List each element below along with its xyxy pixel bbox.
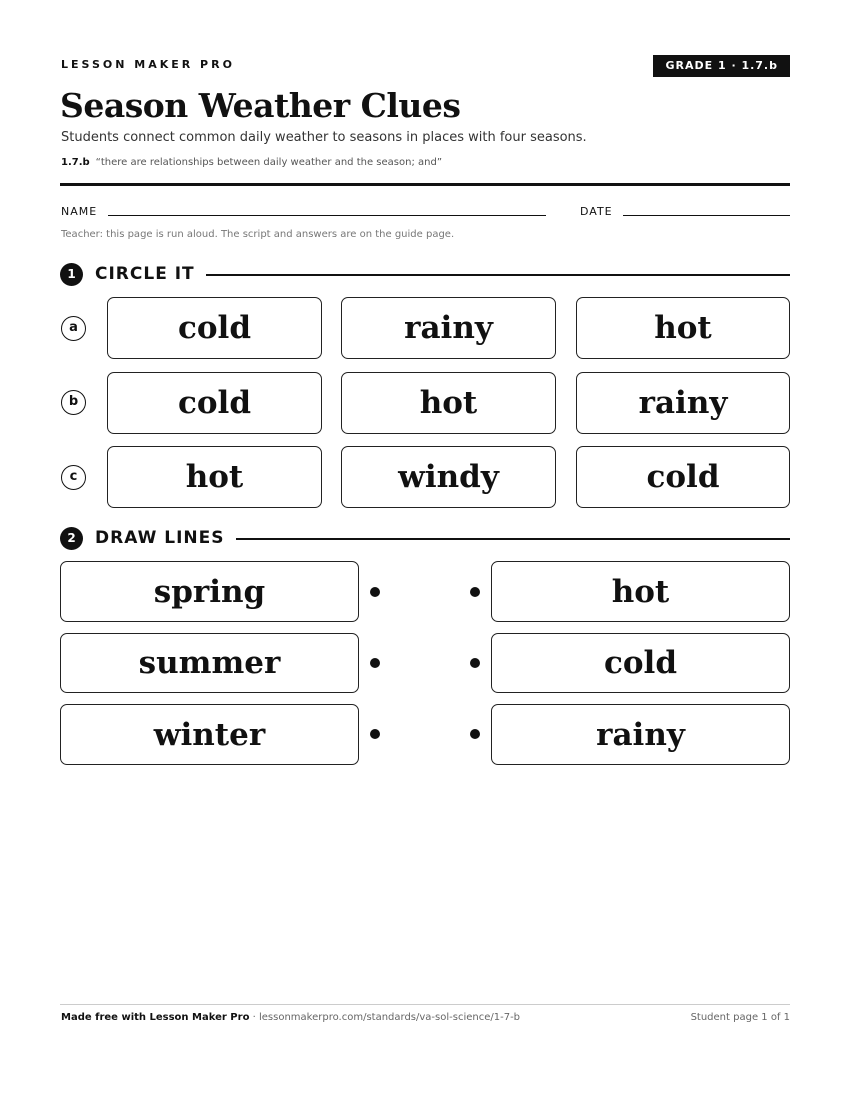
section-title: CIRCLE IT [95, 264, 206, 284]
standard-text: “there are relationships between daily weather and the season; and” [95, 157, 442, 168]
standard-line [61, 157, 442, 168]
name-field-line[interactable] [108, 215, 546, 216]
section-title: DRAW LINES [95, 528, 236, 548]
row-marker-a: a [61, 316, 86, 341]
footer-divider [60, 1004, 790, 1005]
match-dot-left[interactable] [370, 729, 380, 739]
brand-name: LESSON MAKER PRO [61, 58, 235, 71]
grade-badge: GRADE 1 · 1.7.b [653, 55, 790, 77]
season-box-summer[interactable]: summer [60, 633, 359, 693]
footer-credit [61, 1012, 520, 1023]
circle-choice-c3[interactable]: cold [576, 446, 790, 508]
circle-choice-c1[interactable]: hot [107, 446, 322, 508]
match-dot-left[interactable] [370, 658, 380, 668]
section-circle-it-header [60, 261, 790, 285]
row-marker-c: c [61, 465, 86, 490]
date-field-line[interactable] [623, 215, 790, 216]
footer-url[interactable]: lessonmakerpro.com/standards/va-sol-science/1-7-b [258, 1012, 521, 1023]
match-dot-right[interactable] [470, 587, 480, 597]
circle-choice-b3[interactable]: rainy [576, 372, 790, 434]
name-label: NAME [61, 205, 98, 218]
circle-choice-b1[interactable]: cold [107, 372, 322, 434]
footer-made-with: Made free with Lesson Maker Pro [61, 1012, 250, 1023]
footer-page-number: Student page 1 of 1 [690, 1012, 790, 1023]
date-label: DATE [580, 205, 613, 218]
circle-choice-a1[interactable]: cold [107, 297, 322, 359]
section-draw-lines-header [60, 525, 790, 549]
circle-choice-a3[interactable]: hot [576, 297, 790, 359]
row-marker-b: b [61, 390, 86, 415]
header-divider [60, 183, 790, 186]
circle-choice-c2[interactable]: windy [341, 446, 556, 508]
circle-choice-a2[interactable]: rainy [341, 297, 556, 359]
weather-box-hot[interactable]: hot [491, 561, 790, 622]
section-number-badge: 2 [60, 527, 83, 550]
match-dot-left[interactable] [370, 587, 380, 597]
teacher-note: Teacher: this page is run aloud. The script and answers are on the guide page. [61, 229, 455, 240]
match-dot-right[interactable] [470, 658, 480, 668]
season-box-winter[interactable]: winter [60, 704, 359, 765]
season-box-spring[interactable]: spring [60, 561, 359, 622]
page-subtitle: Students connect common daily weather to seasons in places with four seasons. [61, 130, 587, 145]
circle-choice-b2[interactable]: hot [341, 372, 556, 434]
standard-code: 1.7.b [61, 157, 90, 168]
footer-separator: · [249, 1012, 259, 1023]
section-number-badge: 1 [60, 263, 83, 286]
match-dot-right[interactable] [470, 729, 480, 739]
weather-box-cold[interactable]: cold [491, 633, 790, 693]
weather-box-rainy[interactable]: rainy [491, 704, 790, 765]
page-title: Season Weather Clues [60, 86, 461, 125]
